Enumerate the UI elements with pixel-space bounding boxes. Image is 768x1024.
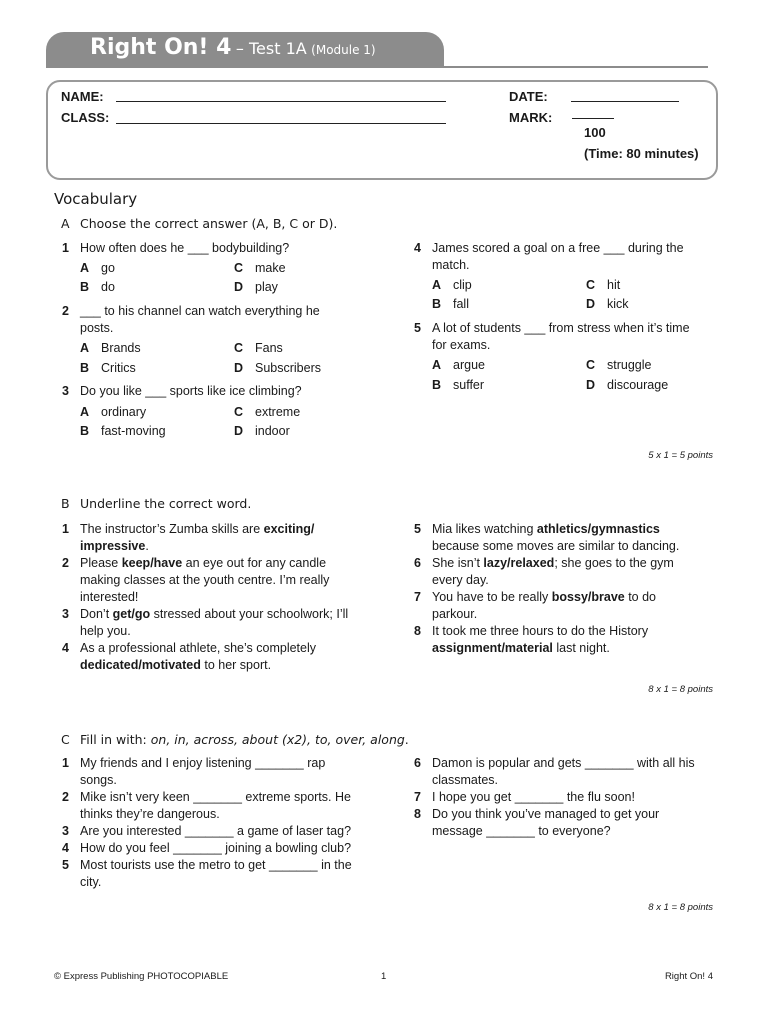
header-rule (46, 66, 708, 68)
word-choice[interactable]: get/go (112, 607, 151, 621)
item-text: I hope you get _______ the flu soon! (432, 790, 635, 804)
item-number: 8 (414, 624, 421, 638)
item-text: every day. (432, 573, 489, 587)
word-choice[interactable]: keep/have (121, 556, 183, 570)
item-text: thinks they’re dangerous. (80, 807, 220, 821)
item-number: 5 (62, 858, 69, 872)
option-d[interactable]: kick (607, 297, 629, 311)
question-text: posts. (80, 321, 114, 335)
section-c-points: 8 x 1 = 8 points (648, 902, 713, 913)
option-letter: D (234, 361, 244, 375)
word-choice[interactable]: impressive (80, 539, 146, 553)
question-text: for exams. (432, 338, 491, 352)
item-text: As a professional athlete, she’s completely (80, 641, 317, 655)
item-text: interested! (80, 590, 139, 604)
page-title: Right On! 4 – Test 1A (Module 1) (90, 35, 376, 60)
class-label: CLASS: (61, 110, 110, 125)
question-text: ___ to his channel can watch everything he (80, 304, 320, 318)
date-field[interactable] (571, 101, 679, 102)
page-number: 1 (381, 971, 387, 982)
option-letter: C (586, 358, 596, 372)
word-choice[interactable]: lazy/relaxed (483, 556, 555, 570)
item-text: assignment/material last night. (432, 641, 610, 655)
item-text: Do you think you’ve managed to get your (432, 807, 660, 821)
item-text: city. (80, 875, 102, 889)
option-b[interactable]: fall (453, 297, 469, 311)
option-letter: D (234, 280, 244, 294)
item-text: classmates. (432, 773, 498, 787)
option-d[interactable]: discourage (607, 378, 669, 392)
option-d[interactable]: Subscribers (255, 361, 321, 375)
section-title-vocabulary: Vocabulary (54, 190, 138, 208)
mark-label: MARK: (509, 110, 553, 125)
section-a-points: 5 x 1 = 5 points (648, 450, 713, 461)
option-a[interactable]: argue (453, 358, 485, 372)
section-b-instruction: Underline the correct word. (80, 496, 252, 511)
question-number: 3 (62, 384, 69, 398)
option-d[interactable]: indoor (255, 424, 290, 438)
item-text: message _______ to everyone? (432, 824, 611, 838)
item-text: songs. (80, 773, 117, 787)
item-number: 3 (62, 824, 69, 838)
section-c-instruction: Fill in with: on, in, across, about (x2), to, over, along. (80, 732, 409, 747)
section-c-letter: C (61, 732, 70, 747)
item-number: 4 (62, 641, 69, 655)
option-a[interactable]: Brands (101, 341, 141, 355)
item-text: help you. (80, 624, 131, 638)
section-b-letter: B (61, 496, 70, 511)
item-text: How do you feel _______ joining a bowling club? (80, 841, 352, 855)
item-text: because some moves are similar to dancing. (432, 539, 680, 553)
item-number: 6 (414, 556, 421, 570)
option-b[interactable]: suffer (453, 378, 485, 392)
option-letter: C (234, 341, 244, 355)
option-c[interactable]: hit (607, 278, 621, 292)
section-a-letter: A (61, 216, 70, 231)
option-letter: A (432, 278, 442, 292)
item-text: You have to be really bossy/brave to do (432, 590, 657, 604)
item-number: 7 (414, 590, 421, 604)
item-text: Mike isn’t very keen _______ extreme sports. He (80, 790, 351, 804)
item-number: 2 (62, 556, 69, 570)
section-b-points: 8 x 1 = 8 points (648, 684, 713, 695)
footer-book-title: Right On! 4 (664, 971, 713, 982)
item-text: dedicated/motivated to her sport. (80, 658, 272, 672)
option-c[interactable]: extreme (255, 405, 301, 419)
option-letter: B (80, 424, 90, 438)
class-field[interactable] (116, 123, 446, 124)
mark-field[interactable] (572, 118, 614, 119)
item-number: 5 (414, 522, 421, 536)
option-letter: A (80, 341, 90, 355)
question-number: 1 (62, 241, 69, 255)
item-text: Most tourists use the metro to get _______ in the (80, 858, 352, 872)
option-c[interactable]: make (255, 261, 286, 275)
item-text: making classes at the youth centre. I’m really (80, 573, 330, 587)
option-letter: C (234, 405, 244, 419)
option-b[interactable]: fast-moving (101, 424, 166, 438)
item-number: 1 (62, 756, 69, 770)
item-text: Mia likes watching athletics/gymnastics (432, 522, 660, 536)
item-number: 4 (62, 841, 69, 855)
option-c[interactable]: struggle (607, 358, 652, 372)
option-letter: A (432, 358, 442, 372)
item-text: The instructor’s Zumba skills are exciting/ (80, 522, 315, 536)
mark-total: 100 (584, 125, 606, 140)
item-text: Please keep/have an eye out for any candle (80, 556, 327, 570)
option-letter: C (234, 261, 244, 275)
option-letter: A (80, 405, 90, 419)
word-choice[interactable]: athletics/gymnastics (536, 522, 660, 536)
footer-copyright: © Express Publishing PHOTOCOPIABLE (54, 971, 229, 982)
question-text: match. (432, 258, 470, 272)
option-letter: D (234, 424, 244, 438)
section-a-instruction: Choose the correct answer (A, B, C or D). (80, 216, 338, 231)
option-a[interactable]: go (101, 261, 115, 275)
date-label: DATE: (509, 89, 548, 104)
student-info-box (46, 80, 718, 180)
question-text: Do you like ___ sports like ice climbing? (80, 384, 302, 398)
question-text: James scored a goal on a free ___ during the (432, 241, 684, 255)
item-number: 3 (62, 607, 69, 621)
option-b[interactable]: Critics (101, 361, 136, 375)
item-text: It took me three hours to do the History (432, 624, 649, 638)
option-c[interactable]: Fans (255, 341, 283, 355)
item-number: 2 (62, 790, 69, 804)
option-d[interactable]: play (255, 280, 278, 294)
option-letter: B (80, 280, 90, 294)
option-letter: B (80, 361, 90, 375)
option-letter: D (586, 378, 596, 392)
option-letter: B (432, 378, 442, 392)
option-b[interactable]: do (101, 280, 115, 294)
word-choice[interactable]: assignment/material (432, 641, 553, 655)
question-text: A lot of students ___ from stress when it’s time (432, 321, 690, 335)
item-number: 7 (414, 790, 421, 804)
item-text: My friends and I enjoy listening _______ rap (80, 756, 326, 770)
item-text: Damon is popular and gets _______ with all his (432, 756, 695, 770)
option-letter: D (586, 297, 596, 311)
question-number: 2 (62, 304, 69, 318)
word-choice[interactable]: exciting/ (263, 522, 315, 536)
name-label: NAME: (61, 89, 104, 104)
item-number: 1 (62, 522, 69, 536)
item-number: 8 (414, 807, 421, 821)
time-note: (Time: 80 minutes) (584, 146, 699, 161)
question-number: 5 (414, 321, 421, 335)
item-text: Are you interested _______ a game of laser tag? (80, 824, 352, 838)
name-field[interactable] (116, 101, 446, 102)
option-letter: C (586, 278, 596, 292)
option-letter: A (80, 261, 90, 275)
option-a[interactable]: ordinary (101, 405, 147, 419)
item-number: 6 (414, 756, 421, 770)
question-text: How often does he ___ bodybuilding? (80, 241, 290, 255)
item-text: parkour. (432, 607, 478, 621)
option-letter: B (432, 297, 442, 311)
item-text: impressive. (80, 539, 149, 553)
word-choice[interactable]: dedicated/motivated (80, 658, 201, 672)
word-choice[interactable]: bossy/brave (551, 590, 625, 604)
item-text: She isn’t lazy/relaxed; she goes to the gym (432, 556, 674, 570)
question-number: 4 (414, 241, 421, 255)
item-text: Don’t get/go stressed about your schoolwork; I’ll (80, 607, 349, 621)
option-a[interactable]: clip (453, 278, 472, 292)
